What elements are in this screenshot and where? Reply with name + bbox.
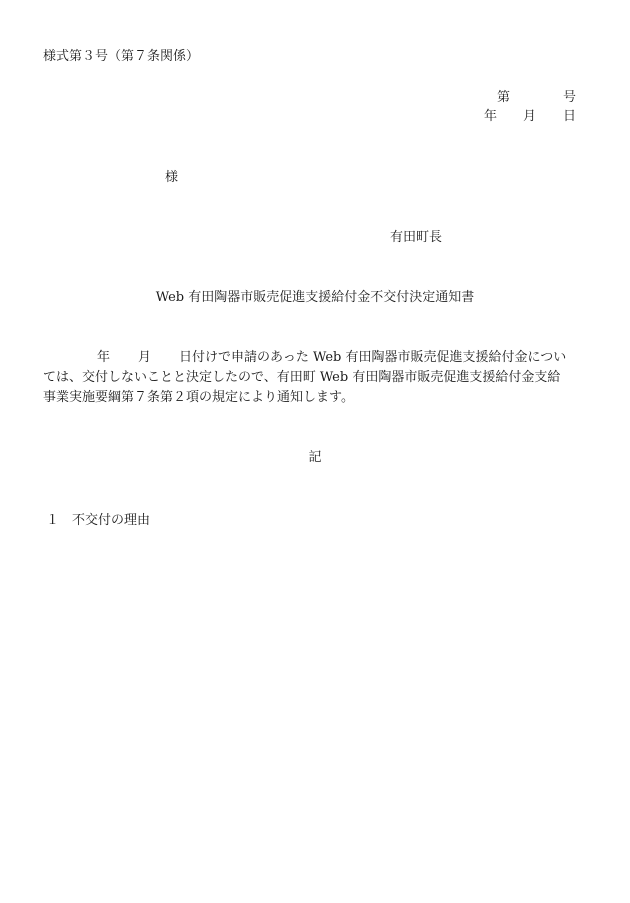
- form-number: 様式第３号（第７条関係）: [43, 49, 200, 64]
- date-year-label: 年: [484, 109, 498, 124]
- list-item: [46, 513, 150, 529]
- body-month-label: 月: [138, 350, 152, 365]
- body-line-3: 事業実施要綱第７条第２項の規定により通知します。: [43, 390, 354, 405]
- document-title: Web 有田陶器市販売促進支援給付金不交付決定通知書: [155, 290, 475, 305]
- date-month-label: 月: [523, 109, 537, 124]
- body-year-label: 年: [97, 350, 111, 365]
- body-paragraph: [43, 348, 583, 408]
- sender-name: 有田町長: [390, 230, 443, 245]
- date-day-label: 日: [563, 109, 577, 124]
- body-line-2: ては、交付しないことと決定したので、有田町 Web 有田陶器市販売促進支援給付金支給: [43, 370, 561, 385]
- body-line-1: [43, 348, 583, 368]
- doc-no-prefix: 第: [497, 90, 511, 105]
- body-line-1-text: 日付けで申請のあった Web 有田陶器市販売促進支援給付金につい: [179, 350, 567, 365]
- doc-no-suffix: 号: [563, 90, 577, 105]
- item-number: １: [46, 513, 60, 528]
- ki-heading: 記: [308, 450, 322, 465]
- addressee-honorific: 様: [165, 170, 179, 185]
- item-label: 不交付の理由: [72, 513, 151, 528]
